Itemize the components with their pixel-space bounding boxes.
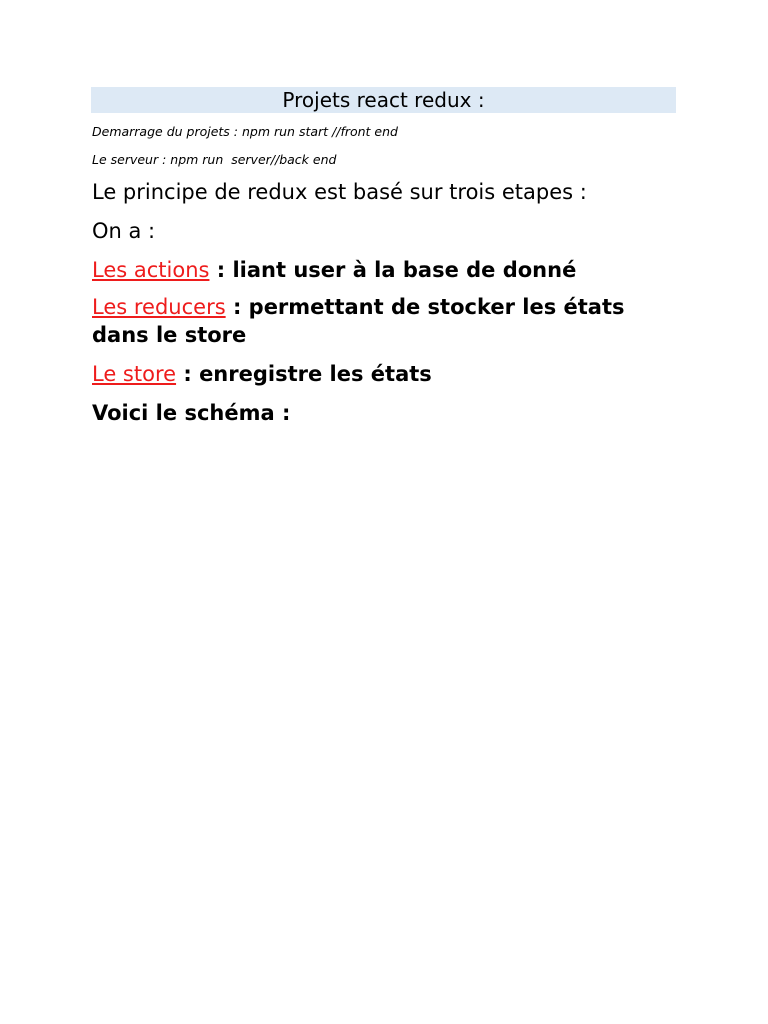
document-title: Projets react redux : (91, 87, 676, 113)
description-store: : enregistre les états (176, 362, 432, 386)
note-server-command: Le serveur : npm run server//back end (92, 152, 337, 167)
term-store: Le store (92, 362, 177, 386)
description-actions: : liant user à la base de donné (209, 258, 577, 282)
schema-label: Voici le schéma : (92, 401, 291, 425)
description-reducers: : permettant de stocker les états dans le store (92, 295, 625, 347)
on-a-paragraph: On a : (92, 219, 156, 243)
term-actions: Les actions (92, 258, 210, 282)
list-item-actions (92, 256, 652, 284)
list-item-reducers (92, 293, 652, 349)
principle-paragraph: Le principe de redux est basé sur trois etapes : (92, 180, 587, 204)
list-item-store (92, 360, 652, 388)
note-start-command: Demarrage du projets : npm run start //front end (92, 124, 398, 139)
term-reducers: Les reducers (92, 295, 226, 319)
